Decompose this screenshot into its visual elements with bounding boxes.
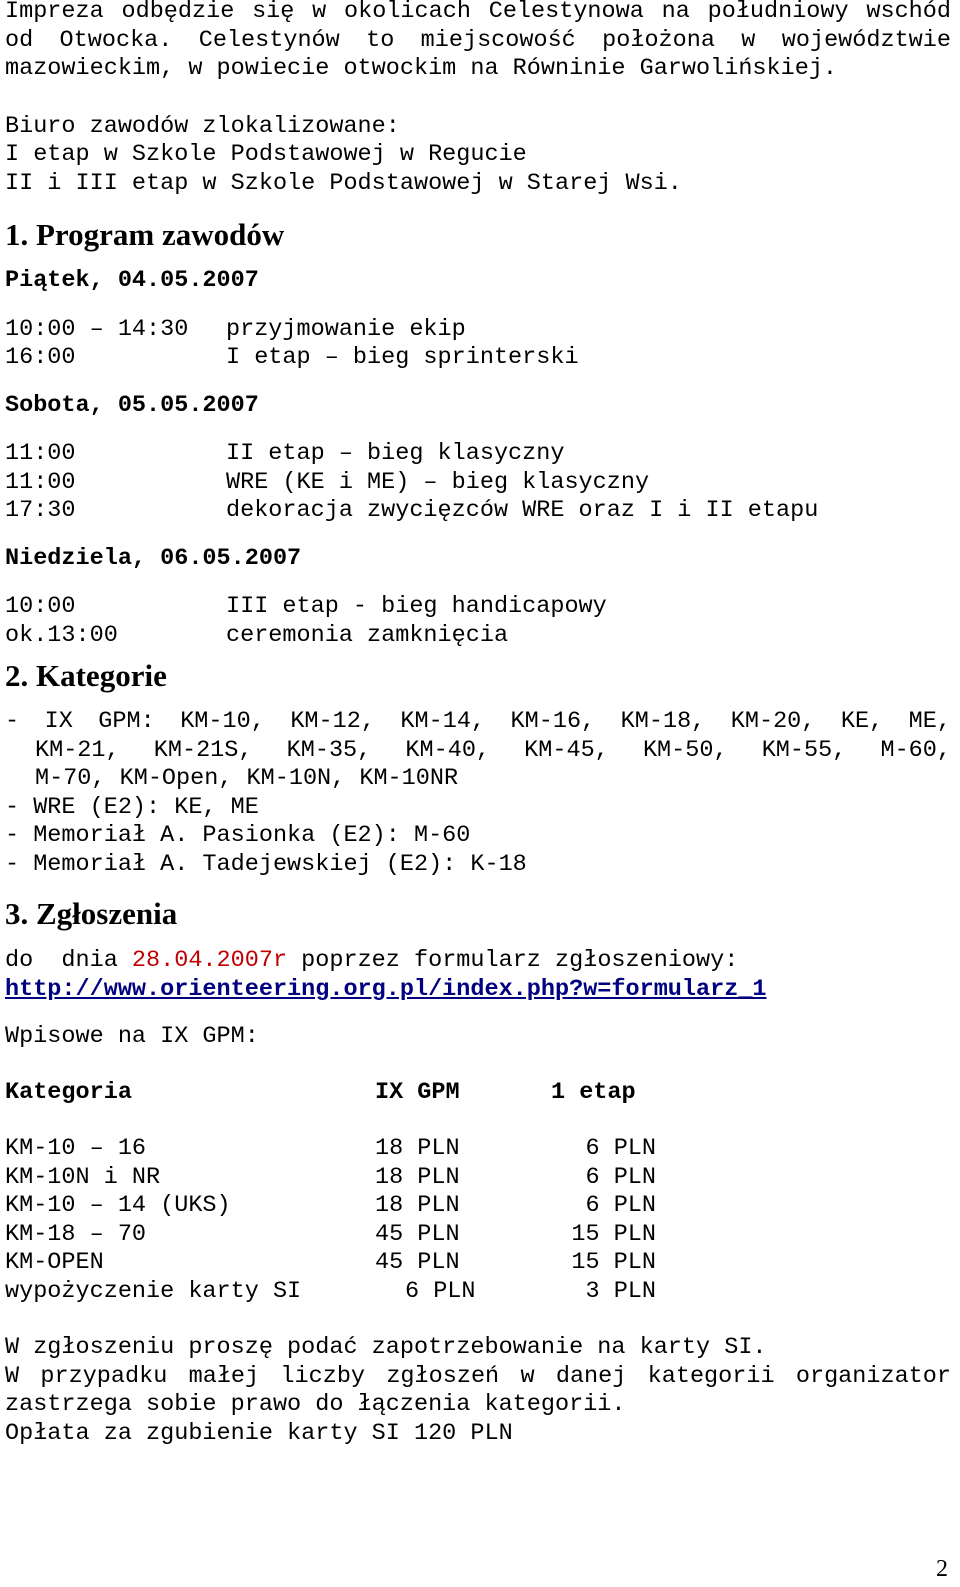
registration-link-line (5, 976, 951, 1005)
event-row (5, 440, 951, 469)
fee-gpm: 18 PLN (375, 1163, 460, 1191)
fee-category: KM-18 – 70 (5, 1220, 147, 1248)
fee-stage: 6 PLN (585, 1192, 656, 1219)
fee-header-gpm: IX GPM (375, 1078, 460, 1106)
day-events-friday (5, 316, 951, 373)
office-line-stage1: I etap w Szkole Podstawowej w Regucie (5, 141, 527, 168)
event-desc: ceremonia zamknięcia (226, 621, 509, 649)
categories-list (5, 708, 951, 879)
fee-table-header-row (5, 1079, 656, 1108)
event-time: 17:30 (5, 497, 76, 524)
fee-gpm: 18 PLN (375, 1135, 460, 1162)
fee-category: KM-OPEN (5, 1249, 104, 1276)
document-page (5, 0, 951, 1448)
event-row (5, 344, 951, 373)
category-item-pasionka: - Memoriał A. Pasionka (E2): M-60 (5, 822, 471, 849)
fee-table (5, 1079, 656, 1307)
fee-gpm: 18 PLN (375, 1192, 460, 1219)
fee-stage: 6 PLN (585, 1163, 656, 1191)
category-item-wre: - WRE (E2): KE, ME (5, 793, 259, 821)
fee-category: KM-10 – 14 (UKS) (5, 1192, 231, 1219)
note-si-cards: W zgłoszeniu proszę podać zapotrzebowanie na karty SI. (5, 1334, 767, 1361)
registration-form-link[interactable]: http://www.orienteering.org.pl/index.php?w=formularz_1 (5, 975, 767, 1003)
day-title-sunday: Niedziela, 06.05.2007 (5, 544, 302, 572)
fee-stage: 6 PLN (585, 1135, 656, 1162)
fee-gpm: 6 PLN (405, 1277, 476, 1305)
event-desc: I etap – bieg sprinterski (226, 344, 579, 371)
note-merging-categories: W przypadku małej liczby zgłoszeń w danej kategorii organizator zastrzega sobie prawo do łączenia kategorii. (5, 1362, 951, 1418)
event-time: 11:00 (5, 468, 76, 496)
gpm-categories-text: - IX GPM: KM-10, KM-12, KM-14, KM-16, KM-18, KM-20, KE, ME, (5, 708, 951, 735)
table-row (5, 1221, 656, 1250)
gpm-categories-line (5, 708, 951, 737)
table-row (5, 1164, 656, 1193)
event-time: 11:00 (5, 440, 76, 467)
registration-notes (5, 1334, 951, 1448)
event-row (5, 316, 951, 345)
table-row (5, 1278, 656, 1307)
event-row (5, 469, 951, 498)
day-title-friday: Piątek, 04.05.2007 (5, 267, 259, 294)
event-desc: WRE (KE i ME) – bieg klasyczny (226, 468, 650, 496)
gpm-categories-line: M-70, KM-Open, KM-10N, KM-10NR (35, 765, 459, 792)
day-title-saturday: Sobota, 05.05.2007 (5, 391, 259, 419)
section-heading-registration: 3. Zgłoszenia (5, 896, 178, 931)
event-row (5, 497, 951, 526)
fee-category: wypożyczenie karty SI (5, 1277, 302, 1305)
event-desc: II etap – bieg klasyczny (226, 440, 565, 467)
event-time: 10:00 (5, 593, 76, 620)
intro-paragraph: Impreza odbędzie się w okolicach Celestynowa na południowy wschód od Otwocka. Celestynów to miejscowość położona w województwie mazowieckim, w powiecie otwockim na Równinie Garwolińskiej. (5, 0, 951, 82)
deadline-suffix: poprzez formularz zgłoszeniowy: (287, 947, 739, 974)
event-row (5, 593, 951, 622)
event-time: 16:00 (5, 344, 76, 371)
event-time: ok.13:00 (5, 621, 118, 649)
section-heading-categories: 2. Kategorie (5, 658, 167, 693)
event-desc: III etap - bieg handicapowy (226, 593, 607, 620)
event-row (5, 622, 951, 651)
fee-stage: 15 PLN (571, 1220, 656, 1248)
fee-gpm: 45 PLN (375, 1220, 460, 1248)
day-events-saturday (5, 440, 951, 526)
registration-deadline (5, 947, 951, 976)
event-desc: przyjmowanie ekip (226, 315, 466, 343)
fee-stage: 3 PLN (585, 1277, 656, 1305)
category-item-tadejewska: - Memoriał A. Tadejewskiej (E2): K-18 (5, 850, 527, 878)
fee-header-stage: 1 etap (551, 1078, 636, 1106)
fee-header-category: Kategoria (5, 1078, 132, 1106)
day-events-sunday (5, 593, 951, 650)
fee-stage: 15 PLN (571, 1249, 656, 1276)
table-row (5, 1135, 656, 1164)
office-location-block (5, 113, 951, 199)
fee-gpm: 45 PLN (375, 1249, 460, 1276)
fee-category: KM-10 – 16 (5, 1135, 147, 1162)
table-row (5, 1192, 656, 1221)
event-time: 10:00 – 14:30 (5, 315, 189, 343)
office-line-stage2-3: II i III etap w Szkole Podstawowej w Starej Wsi. (5, 169, 682, 197)
deadline-date: 28.04.2007r (131, 947, 288, 974)
section-heading-program: 1. Program zawodów (5, 217, 285, 252)
event-desc: dekoracja zwycięzców WRE oraz I i II etapu (226, 497, 819, 524)
fee-category: KM-10N i NR (5, 1163, 161, 1191)
fee-title: Wpisowe na IX GPM: (5, 1023, 259, 1050)
deadline-prefix: do dnia (5, 947, 132, 974)
note-lost-card-fee: Opłata za zgubienie karty SI 120 PLN (5, 1419, 513, 1447)
office-title: Biuro zawodów zlokalizowane: (5, 112, 400, 140)
gpm-categories-line: KM-21, KM-21S, KM-35, KM-40, KM-45, KM-50, KM-55, M-60, (35, 736, 951, 764)
page-number: 2 (936, 1556, 948, 1582)
table-row (5, 1249, 656, 1278)
